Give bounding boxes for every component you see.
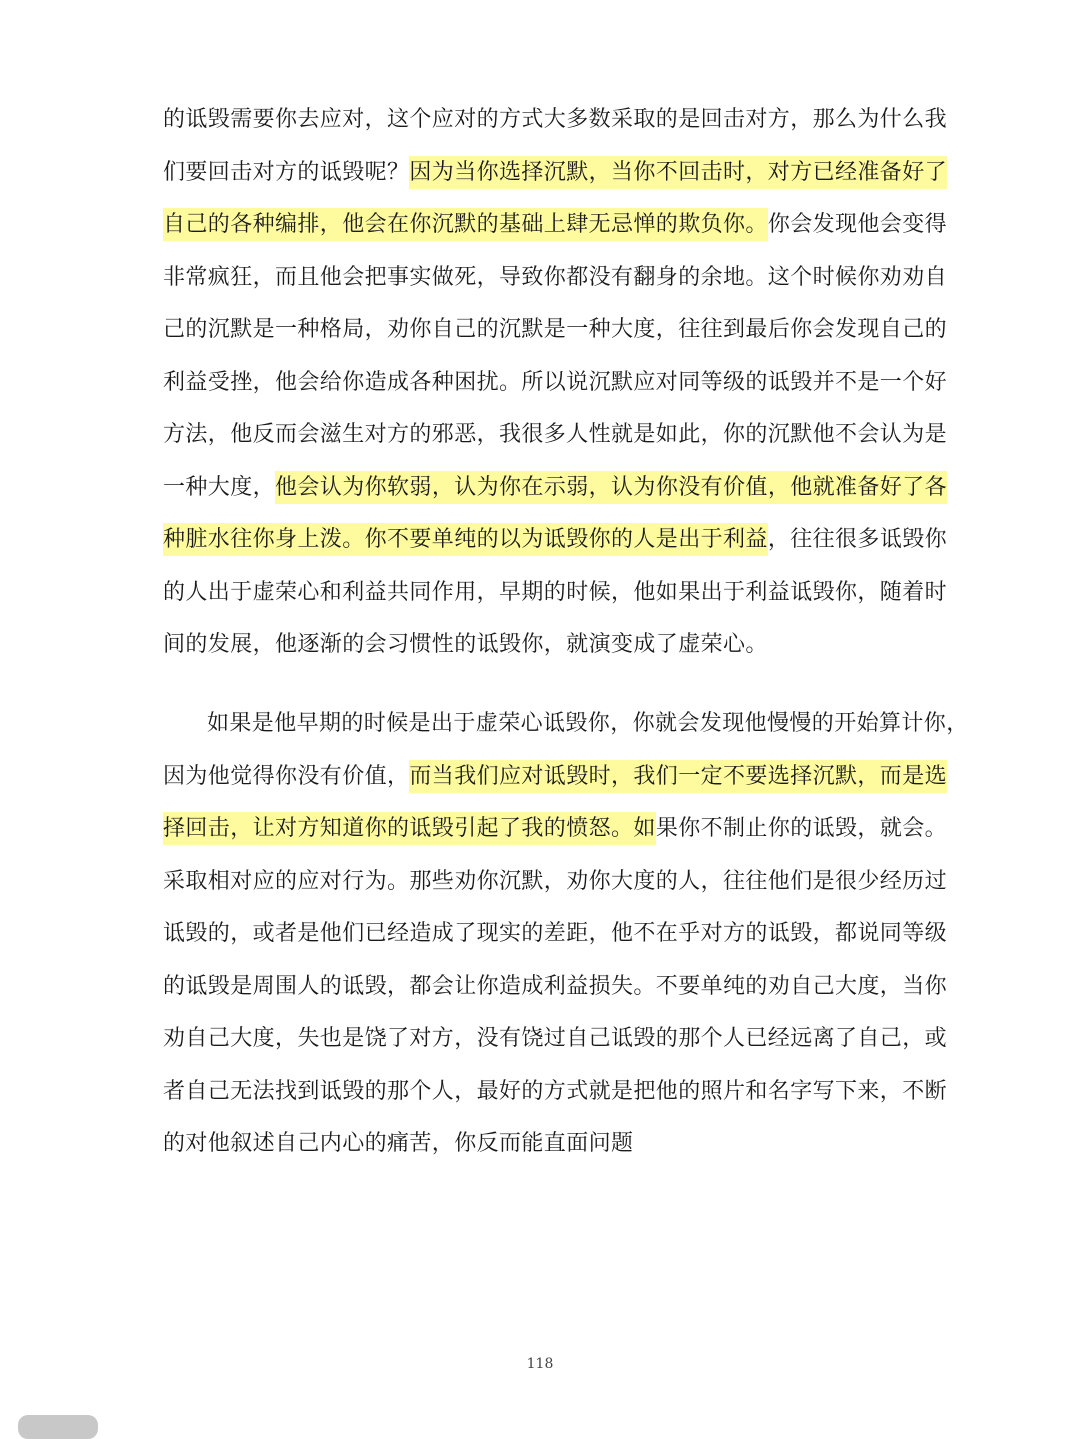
text-segment: 的人出于虚荣心和利益共同作用，早期的时候，他如果出于利益诋毁你，随着时 [163, 579, 948, 605]
text-line [163, 357, 948, 410]
text-line [163, 908, 948, 961]
text-line [163, 514, 948, 567]
text-line [163, 304, 948, 357]
text-line [163, 619, 919, 672]
text-line [163, 961, 948, 1014]
text-line [163, 803, 948, 856]
text-line [163, 698, 969, 751]
text-segment: 的对他叙述自己内心的痛苦，你反而能直面问题 [163, 1131, 634, 1156]
text-line [163, 567, 948, 620]
text-line [163, 94, 948, 147]
text-segment: 利益受挫，他会给你造成各种困扰。所以说沉默应对同等级的诋毁并不是一个好 [163, 369, 948, 395]
page-number: 118 [526, 1356, 554, 1372]
text-line [163, 252, 948, 305]
text-segment: 者自己无法找到诋毁的那个人，最好的方式就是把他的照片和名字写下来，不断 [163, 1078, 948, 1104]
highlighted-text: 种脏水往你身上泼。你不要单纯的以为诋毁你的人是出于利益 [163, 523, 768, 556]
text-segment: 们要回击对方的诋毁呢？ [163, 159, 410, 185]
text-line [163, 751, 948, 804]
text-segment: 如果是他早期的时候是出于虚荣心诋毁你，你就会发现他慢慢的开始算计你， [207, 711, 969, 736]
text-line [163, 199, 948, 252]
highlighted-text: 自己的各种编排，他会在你沉默的基础上肆无忌惮的欺负你。 [163, 208, 768, 241]
text-line [163, 1013, 948, 1066]
text-segment: 你会发现他会变得 [767, 212, 948, 237]
text-segment: 间的发展，他逐渐的会习惯性的诋毁你，就演变成了虚荣心。 [163, 632, 768, 657]
paragraph-1 [163, 94, 948, 672]
text-segment: 一种大度， [163, 474, 276, 500]
highlighted-text: 因为当你选择沉默，当你不回击时，对方已经准备好了 [409, 156, 947, 189]
text-segment: 的诋毁需要你去应对，这个应对的方式大多数采取的是回击对方，那么为什么我 [163, 107, 948, 132]
text-line [163, 409, 948, 462]
text-segment: 劝自己大度，失也是饶了对方，没有饶过自己诋毁的那个人已经远离了自己，或 [163, 1026, 948, 1051]
text-segment: 非常疯狂，而且他会把事实做死，导致你都没有翻身的余地。这个时候你劝劝自 [163, 264, 948, 290]
text-segment: 诋毁的，或者是他们已经造成了现实的差距，他不在乎对方的诋毁，都说同等级 [163, 921, 948, 946]
highlighted-text: 择回击，让对方知道你的诋毁引起了我的愤怒。如 [163, 812, 656, 845]
scroll-handle[interactable] [18, 1415, 98, 1439]
text-line [163, 462, 948, 515]
text-segment: 果你不制止你的诋毁，就会。 [655, 816, 948, 841]
text-line [163, 147, 948, 200]
text-line [163, 1118, 919, 1171]
text-segment: 方法，他反而会滋生对方的邪恶，我很多人性就是如此，你的沉默他不会认为是 [163, 422, 948, 447]
text-segment: ，往往很多诋毁你 [767, 527, 948, 552]
text-segment: 因为他觉得你没有价值， [163, 763, 410, 789]
text-segment: 采取相对应的应对行为。那些劝你沉默，劝你大度的人，往往他们是很少经历过 [163, 868, 948, 894]
highlighted-text: 而当我们应对诋毁时，我们一定不要选择沉默，而是选 [409, 760, 947, 793]
text-line [163, 1066, 948, 1119]
paragraph-2 [163, 698, 969, 1171]
text-segment: 己的沉默是一种格局，劝你自己的沉默是一种大度，往往到最后你会发现自己的 [163, 317, 948, 342]
text-segment: 的诋毁是周围人的诋毁，都会让你造成利益损失。不要单纯的劝自己大度，当你 [163, 973, 948, 999]
text-line [163, 856, 948, 909]
highlighted-text: 他会认为你软弱，认为你在示弱，认为你没有价值，他就准备好了各 [275, 471, 947, 504]
